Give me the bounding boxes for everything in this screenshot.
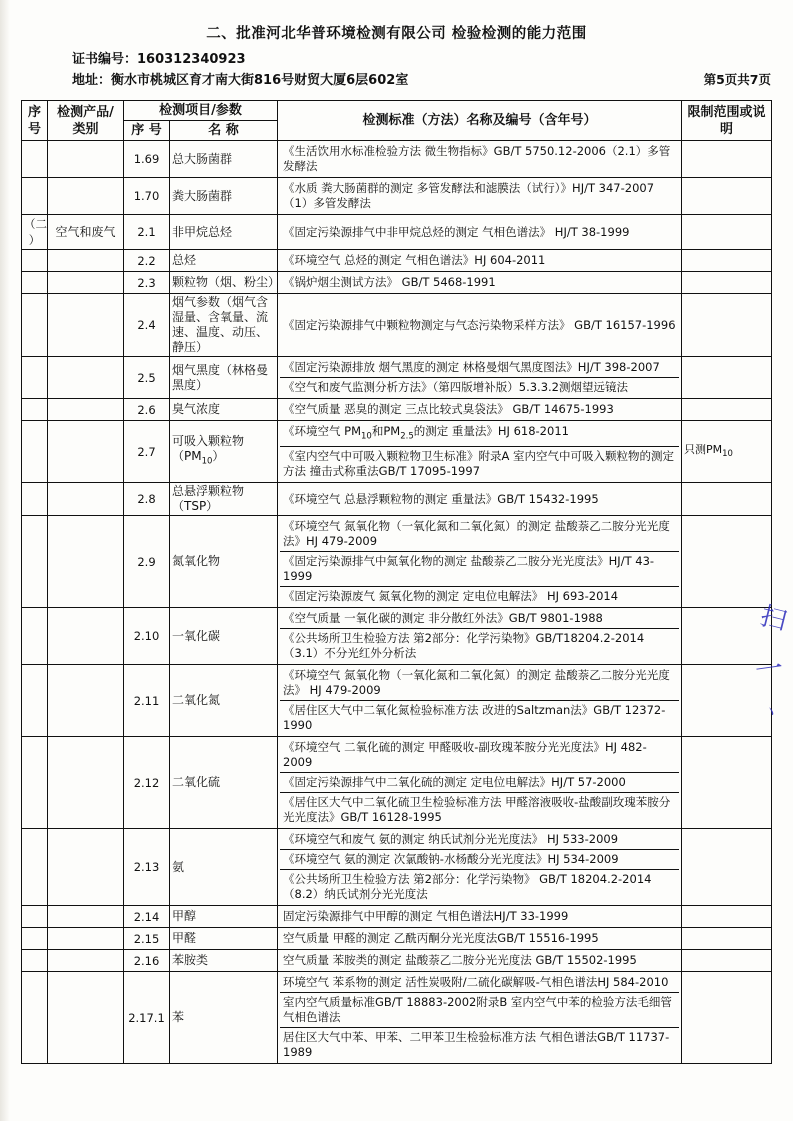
table-row bbox=[22, 294, 772, 357]
cell-limit bbox=[682, 829, 772, 906]
cell-item-no: 2.11 bbox=[124, 665, 170, 737]
margin-mark-3: 丶 bbox=[759, 700, 782, 725]
cell-item-name: 颗粒物（烟、粉尘） bbox=[170, 272, 278, 294]
table-row bbox=[22, 357, 772, 399]
standard-entry: 《固定污染源废气 氮氧化物的测定 定电位电解法》 HJ 693-2014 bbox=[283, 589, 619, 604]
cell-item-no: 2.14 bbox=[124, 906, 170, 928]
cell-seq bbox=[22, 294, 48, 357]
cell-limit bbox=[682, 357, 772, 399]
cell-seq bbox=[22, 399, 48, 421]
cell-item-name: 非甲烷总烃 bbox=[170, 215, 278, 250]
standard-entry: 空气质量 苯胺类的测定 盐酸萘乙二胺分光光度法 GB/T 15502-1995 bbox=[283, 953, 637, 968]
cell-standard bbox=[278, 421, 682, 483]
standard-entry: 居住区大气中苯、甲苯、二甲苯卫生检验标准方法 气相色谱法GB/T 11737-1989 bbox=[283, 1030, 670, 1060]
standard-entry: 环境空气 苯系物的测定 活性炭吸附/二硫化碳解吸-气相色谱法HJ 584-2010 bbox=[280, 973, 679, 993]
cell-item-no: 2.9 bbox=[124, 516, 170, 608]
cell-seq bbox=[22, 972, 48, 1064]
table-row bbox=[22, 516, 772, 608]
page-edge-shadow bbox=[0, 0, 10, 1121]
th-product: 检测产品/ 类别 bbox=[48, 101, 124, 141]
cell-item-name: 粪大肠菌群 bbox=[170, 178, 278, 215]
cell-seq bbox=[22, 178, 48, 215]
cell-item-name: 总大肠菌群 bbox=[170, 141, 278, 178]
cell-item-name: 苯胺类 bbox=[170, 950, 278, 972]
cell-item-name: 总悬浮颗粒物（TSP） bbox=[170, 483, 278, 516]
th-item-name: 名 称 bbox=[170, 121, 278, 141]
cert-number-line: 证书编号：160312340923 bbox=[72, 52, 246, 67]
cell-product bbox=[48, 272, 124, 294]
table-row bbox=[22, 608, 772, 665]
cell-item-no: 2.3 bbox=[124, 272, 170, 294]
cell-item-name: 甲醛 bbox=[170, 928, 278, 950]
cell-item-no: 2.13 bbox=[124, 829, 170, 906]
cell-limit bbox=[682, 272, 772, 294]
cell-item-no: 1.70 bbox=[124, 178, 170, 215]
cell-standard bbox=[278, 178, 682, 215]
address-text: 地址：衡水市桃城区育才南大街816号财贸大厦6层602室 bbox=[72, 73, 409, 88]
cell-limit bbox=[682, 516, 772, 608]
cell-item-name: 臭气浓度 bbox=[170, 399, 278, 421]
cell-standard bbox=[278, 294, 682, 357]
standard-entry: 室内空气质量标准GB/T 18883-2002附录B 室内空气中苯的检验方法毛细管气相色谱法 bbox=[280, 993, 679, 1028]
cell-item-no: 2.4 bbox=[124, 294, 170, 357]
cell-item-no: 2.15 bbox=[124, 928, 170, 950]
cell-seq bbox=[22, 665, 48, 737]
standard-entry: 《室内空气中可吸入颗粒物卫生标准》附录A 室内空气中可吸入颗粒物的测定方法 撞击式称重法GB/T 17095-1997 bbox=[283, 449, 675, 479]
cell-standard bbox=[278, 483, 682, 516]
cell-limit bbox=[682, 665, 772, 737]
standard-entry: 《居住区大气中二氧化硫卫生检验标准方法 甲醛溶液吸收-盐酸副玫瑰苯胺分光光度法》GB/T 16128-1995 bbox=[283, 795, 671, 825]
cell-seq bbox=[22, 250, 48, 272]
standard-entry: 《环境空气和废气 氨的测定 纳氏试剂分光光度法》 HJ 533-2009 bbox=[280, 830, 679, 850]
cell-product bbox=[48, 829, 124, 906]
standard-entry: 《空气和废气监测分析方法》（第四版增补版）5.3.3.2测烟望远镜法 bbox=[283, 380, 628, 394]
cell-product bbox=[48, 516, 124, 608]
cell-product bbox=[48, 357, 124, 399]
cell-limit bbox=[682, 906, 772, 928]
cell-item-name: 二氧化硫 bbox=[170, 737, 278, 829]
cell-limit: 只测$PM_{10}$ bbox=[682, 421, 772, 483]
cell-product bbox=[48, 421, 124, 483]
table-row bbox=[22, 421, 772, 483]
standard-entry: 《环境空气 总烃的测定 气相色谱法》HJ 604-2011 bbox=[283, 253, 546, 267]
cell-seq bbox=[22, 608, 48, 665]
cell-limit bbox=[682, 215, 772, 250]
cell-standard bbox=[278, 516, 682, 608]
cell-standard bbox=[278, 950, 682, 972]
margin-mark-2: 一 bbox=[753, 651, 786, 688]
cell-standard bbox=[278, 665, 682, 737]
address-line bbox=[72, 70, 793, 91]
standard-entry: 空气质量 甲醛的测定 乙酰丙酮分光光度法GB/T 15516-1995 bbox=[283, 931, 599, 946]
standard-entry: 《居住区大气中二氧化氮检验标准方法 改进的Saltzman法》GB/T 12372-1990 bbox=[283, 703, 666, 733]
standard-entry: 《固定污染源排气中氮氧化物的测定 盐酸萘乙二胺分光光度法》HJ/T 43-1999 bbox=[280, 552, 679, 587]
cell-product bbox=[48, 483, 124, 516]
margin-mark-1: 扫 bbox=[757, 601, 790, 637]
cell-item-no: 2.16 bbox=[124, 950, 170, 972]
cell-item-name: 苯 bbox=[170, 972, 278, 1064]
table-row bbox=[22, 272, 772, 294]
table-row bbox=[22, 928, 772, 950]
cell-limit bbox=[682, 950, 772, 972]
cell-standard bbox=[278, 250, 682, 272]
cell-product bbox=[48, 608, 124, 665]
standard-entry: 《公共场所卫生检验方法 第2部分：化学污染物》 GB/T 18204.2-2014（8.2）纳氏试剂分光光度法 bbox=[283, 872, 652, 902]
cell-item-no: 2.2 bbox=[124, 250, 170, 272]
th-item-group: 检测项目/参数 bbox=[124, 101, 278, 121]
cell-item-name: 氮氧化物 bbox=[170, 516, 278, 608]
cell-product bbox=[48, 928, 124, 950]
cell-limit bbox=[682, 737, 772, 829]
table-row bbox=[22, 141, 772, 178]
standard-entry: 《环境空气 氮氧化物（一氧化氮和二氧化氮）的测定 盐酸萘乙二胺分光光度法》HJ 479-2009 bbox=[280, 517, 679, 552]
cell-seq bbox=[22, 516, 48, 608]
table-row bbox=[22, 737, 772, 829]
cell-limit bbox=[682, 294, 772, 357]
cell-standard bbox=[278, 608, 682, 665]
table-row bbox=[22, 178, 772, 215]
cell-standard bbox=[278, 399, 682, 421]
standard-entry: 《固定污染源排气中二氧化硫的测定 定电位电解法》HJ/T 57-2000 bbox=[280, 773, 679, 793]
cell-item-no: 1.69 bbox=[124, 141, 170, 178]
cell-product bbox=[48, 972, 124, 1064]
cell-item-name: 烟气参数（烟气含湿量、含氧量、流速、温度、动压、静压） bbox=[170, 294, 278, 357]
cell-item-no: 2.10 bbox=[124, 608, 170, 665]
table-row bbox=[22, 950, 772, 972]
cell-product bbox=[48, 950, 124, 972]
standard-entry: 《环境空气 氮氧化物（一氧化氮和二氧化氮）的测定 盐酸萘乙二胺分光光度法》 HJ 479-2009 bbox=[280, 666, 679, 701]
cell-item-name: 二氧化氮 bbox=[170, 665, 278, 737]
table-row bbox=[22, 665, 772, 737]
standard-entry: 《环境空气 $PM_{10}$和$PM_{2.5}$的测定 重量法》HJ 618-2011 bbox=[280, 422, 679, 447]
cell-item-no: 2.5 bbox=[124, 357, 170, 399]
cell-seq bbox=[22, 272, 48, 294]
cell-limit bbox=[682, 250, 772, 272]
cell-item-no: 2.12 bbox=[124, 737, 170, 829]
cell-product: 空气和废气 bbox=[48, 215, 124, 250]
cell-limit bbox=[682, 608, 772, 665]
cell-standard bbox=[278, 272, 682, 294]
cell-item-name: 烟气黑度（林格曼黑度） bbox=[170, 357, 278, 399]
th-limit: 限制范围或说 明 bbox=[682, 101, 772, 141]
cell-item-name: 甲醇 bbox=[170, 906, 278, 928]
cell-limit bbox=[682, 399, 772, 421]
cell-seq: （二 ） bbox=[22, 215, 48, 250]
cell-standard bbox=[278, 737, 682, 829]
standard-entry: 《固定污染源排气中颗粒物测定与气态污染物采样方法》 GB/T 16157-1996 bbox=[283, 317, 676, 332]
cell-product bbox=[48, 178, 124, 215]
cell-item-no: 2.8 bbox=[124, 483, 170, 516]
standard-entry: 《生活饮用水标准检验方法 微生物指标》GB/T 5750.12-2006（2.1）多管发酵法 bbox=[283, 144, 671, 173]
document-meta bbox=[72, 49, 793, 91]
cell-item-no: 2.1 bbox=[124, 215, 170, 250]
cell-product bbox=[48, 906, 124, 928]
cell-seq bbox=[22, 421, 48, 483]
cell-product bbox=[48, 294, 124, 357]
standard-entry: 《环境空气 氨的测定 次氯酸钠-水杨酸分光光度法》HJ 534-2009 bbox=[280, 850, 679, 870]
standard-entry: 《空气质量 恶臭的测定 三点比较式臭袋法》 GB/T 14675-1993 bbox=[283, 402, 614, 416]
capability-scope-table bbox=[21, 100, 772, 1064]
cell-limit bbox=[682, 178, 772, 215]
cell-seq bbox=[22, 906, 48, 928]
standard-entry: 《固定污染源排放 烟气黑度的测定 林格曼烟气黑度图法》HJ/T 398-2007 bbox=[280, 358, 679, 378]
cell-seq bbox=[22, 829, 48, 906]
th-item-no: 序 号 bbox=[124, 121, 170, 141]
cell-item-name: 氨 bbox=[170, 829, 278, 906]
cell-seq bbox=[22, 357, 48, 399]
table-row bbox=[22, 972, 772, 1064]
cell-seq bbox=[22, 928, 48, 950]
standard-entry: 《环境空气 二氧化硫的测定 甲醛吸收-副玫瑰苯胺分光光度法》HJ 482-2009 bbox=[280, 738, 679, 773]
cell-limit bbox=[682, 972, 772, 1064]
cell-product bbox=[48, 250, 124, 272]
cell-seq bbox=[22, 950, 48, 972]
cell-product bbox=[48, 737, 124, 829]
table-row bbox=[22, 906, 772, 928]
cell-limit bbox=[682, 928, 772, 950]
th-standard: 检测标准（方法）名称及编号（含年号） bbox=[278, 101, 682, 141]
table-body bbox=[22, 141, 772, 1064]
standard-entry: 《环境空气 总悬浮颗粒物的测定 重量法》GB/T 15432-1995 bbox=[283, 491, 599, 506]
cell-standard bbox=[278, 972, 682, 1064]
standard-entry: 《空气质量 一氧化碳的测定 非分散红外法》GB/T 9801-1988 bbox=[280, 609, 679, 629]
standard-entry: 《水质 粪大肠菌群的测定 多管发酵法和滤膜法（试行）》HJ/T 347-2007（1）多管发酵法 bbox=[283, 181, 655, 210]
cell-limit bbox=[682, 483, 772, 516]
table-row bbox=[22, 215, 772, 250]
cell-product bbox=[48, 665, 124, 737]
cell-standard bbox=[278, 357, 682, 399]
cell-product bbox=[48, 399, 124, 421]
cell-standard bbox=[278, 928, 682, 950]
cell-standard bbox=[278, 215, 682, 250]
standard-entry: 《锅炉烟尘测试方法》 GB/T 5468-1991 bbox=[283, 275, 496, 289]
cell-item-no: 2.17.1 bbox=[124, 972, 170, 1064]
cell-standard bbox=[278, 141, 682, 178]
page-number: 第5页共7页 bbox=[703, 72, 771, 87]
table-header bbox=[22, 101, 772, 141]
table-row bbox=[22, 829, 772, 906]
cell-standard bbox=[278, 829, 682, 906]
cell-item-no: 2.7 bbox=[124, 421, 170, 483]
th-seq: 序 号 bbox=[22, 101, 48, 141]
cell-standard bbox=[278, 906, 682, 928]
standard-entry: 《公共场所卫生检验方法 第2部分：化学污染物》GB/T18204.2-2014（3.1）不分光红外分析法 bbox=[283, 631, 645, 661]
table-row bbox=[22, 399, 772, 421]
cell-seq bbox=[22, 737, 48, 829]
standard-entry: 《固定污染源排气中非甲烷总烃的测定 气相色谱法》 HJ/T 38-1999 bbox=[283, 224, 630, 239]
table-row bbox=[22, 483, 772, 516]
cell-seq bbox=[22, 141, 48, 178]
cell-seq bbox=[22, 483, 48, 516]
page-title: 二、批准河北华普环境检测有限公司 检验检测的能力范围 bbox=[206, 26, 587, 42]
cell-item-name: 可吸入颗粒物$(PM_{10})$ bbox=[170, 421, 278, 483]
standard-entry: 固定污染源排气中甲醇的测定 气相色谱法HJ/T 33-1999 bbox=[283, 909, 569, 924]
cell-limit bbox=[682, 141, 772, 178]
cell-item-name: 一氧化碳 bbox=[170, 608, 278, 665]
table-row bbox=[22, 250, 772, 272]
cell-product bbox=[48, 141, 124, 178]
cell-item-name: 总烃 bbox=[170, 250, 278, 272]
cell-item-no: 2.6 bbox=[124, 399, 170, 421]
